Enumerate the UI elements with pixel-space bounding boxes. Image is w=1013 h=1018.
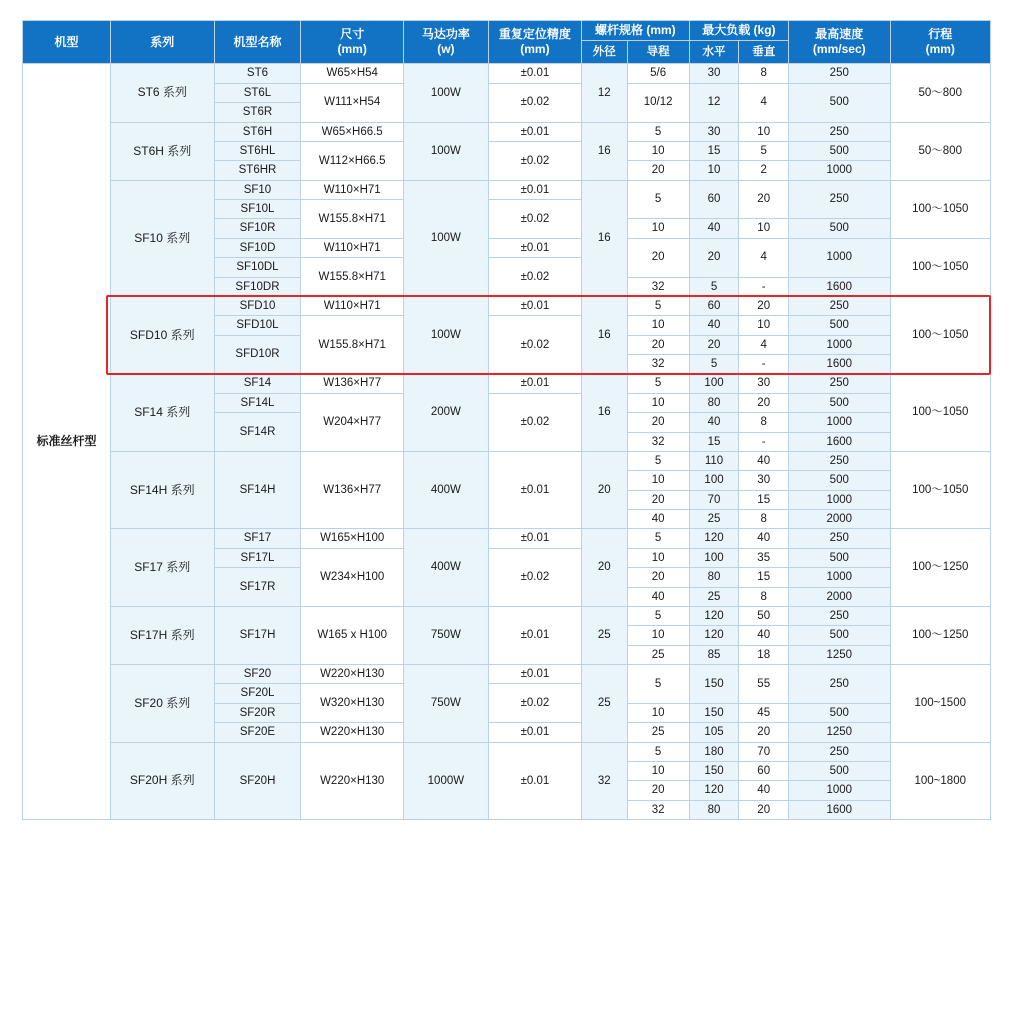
load-vertical-value: 8 (739, 587, 789, 606)
header-dimension-line2: (mm) (337, 42, 367, 57)
screw-lead-value: 5 (627, 529, 689, 548)
screw-lead-value: 5 (627, 665, 689, 704)
stroke-value: 50～800 (890, 64, 991, 122)
dimension-value: W320×H130 (301, 684, 403, 723)
table-row (23, 742, 991, 761)
header-load-horizontal: 水平 (689, 41, 739, 64)
precision-value: ±0.02 (488, 258, 581, 297)
header-screw-outer: 外径 (582, 41, 628, 64)
screw-lead-value: 10 (627, 316, 689, 335)
header-stroke-line2: (mm) (925, 42, 955, 57)
max-speed-value: 500 (789, 548, 890, 567)
max-speed-value: 500 (789, 471, 890, 490)
header-dimension (301, 21, 403, 64)
table-header (23, 21, 991, 64)
screw-outer-value: 16 (582, 296, 628, 374)
max-speed-value: 1600 (789, 800, 890, 819)
load-horizontal-value: 120 (689, 781, 739, 800)
header-repeat-precision-line2: (mm) (520, 42, 550, 57)
screw-lead-value: 20 (627, 568, 689, 587)
model-name: SF14L (214, 393, 301, 412)
load-vertical-value: 50 (739, 606, 789, 625)
dimension-value: W165 x H100 (301, 606, 403, 664)
max-speed-value: 250 (789, 742, 890, 761)
max-speed-value: 1000 (789, 490, 890, 509)
load-vertical-value: 8 (739, 64, 789, 83)
max-speed-value: 1600 (789, 432, 890, 451)
precision-value: ±0.02 (488, 393, 581, 451)
series-name: SFD10 系列 (110, 296, 214, 374)
dimension-value: W155.8×H71 (301, 200, 403, 239)
max-speed-value: 500 (789, 83, 890, 122)
max-speed-value: 1250 (789, 723, 890, 742)
max-speed-value: 500 (789, 626, 890, 645)
screw-lead-value: 5 (627, 122, 689, 141)
model-name: SF20 (214, 665, 301, 684)
load-vertical-value: - (739, 432, 789, 451)
stroke-value: 100～1250 (890, 529, 991, 607)
table-row (23, 606, 991, 625)
screw-lead-value: 20 (627, 413, 689, 432)
model-name: SF14 (214, 374, 301, 393)
load-vertical-value: 8 (739, 510, 789, 529)
precision-value: ±0.01 (488, 296, 581, 315)
load-horizontal-value: 15 (689, 432, 739, 451)
model-name: SFD10L (214, 316, 301, 335)
load-vertical-value: 4 (739, 83, 789, 122)
screw-lead-value: 5 (627, 606, 689, 625)
screw-lead-value: 10 (627, 141, 689, 160)
precision-value: ±0.01 (488, 451, 581, 529)
stroke-value: 100～1050 (890, 180, 991, 238)
model-name: SF17 (214, 529, 301, 548)
model-name: ST6HR (214, 161, 301, 180)
header-screw-lead: 导程 (627, 41, 689, 64)
max-speed-value: 250 (789, 122, 890, 141)
header-screw-spec: 螺杆规格 (mm) (582, 21, 690, 41)
dimension-value: W110×H71 (301, 238, 403, 257)
model-name: SF10DL (214, 258, 301, 277)
max-speed-value: 500 (789, 761, 890, 780)
max-speed-value: 1000 (789, 781, 890, 800)
load-vertical-value: - (739, 355, 789, 374)
specification-table (22, 20, 991, 820)
screw-lead-value: 5 (627, 296, 689, 315)
dimension-value: W165×H100 (301, 529, 403, 548)
header-max-speed-line2: (mm/sec) (812, 42, 866, 57)
load-vertical-value: 20 (739, 723, 789, 742)
machine-type-label: 标准丝杆型 (23, 64, 111, 820)
model-name: SFD10R (214, 335, 301, 374)
precision-value: ±0.02 (488, 141, 581, 180)
load-horizontal-value: 105 (689, 723, 739, 742)
stroke-value: 50～800 (890, 122, 991, 180)
model-name: SF10D (214, 238, 301, 257)
load-horizontal-value: 85 (689, 645, 739, 664)
load-horizontal-value: 15 (689, 141, 739, 160)
motor-power-value: 400W (403, 529, 488, 607)
dimension-value: W234×H100 (301, 548, 403, 606)
load-vertical-value: 10 (739, 316, 789, 335)
load-vertical-value: 60 (739, 761, 789, 780)
motor-power-value: 100W (403, 64, 488, 122)
header-type: 机型 (23, 21, 111, 64)
precision-value: ±0.01 (488, 238, 581, 257)
load-horizontal-value: 20 (689, 335, 739, 354)
load-horizontal-value: 30 (689, 122, 739, 141)
load-vertical-value: 10 (739, 122, 789, 141)
load-horizontal-value: 25 (689, 587, 739, 606)
stroke-value: 100～1050 (890, 296, 991, 374)
motor-power-value: 100W (403, 296, 488, 374)
series-name: SF17 系列 (110, 529, 214, 607)
screw-lead-value: 10 (627, 393, 689, 412)
header-motor-power (403, 21, 488, 64)
load-vertical-value: 35 (739, 548, 789, 567)
max-speed-value: 500 (789, 219, 890, 238)
load-vertical-value: 20 (739, 800, 789, 819)
screw-outer-value: 16 (582, 374, 628, 452)
stroke-value: 100～1050 (890, 374, 991, 452)
series-name: SF10 系列 (110, 180, 214, 296)
dimension-value: W111×H54 (301, 83, 403, 122)
screw-outer-value: 25 (582, 665, 628, 743)
max-speed-value: 1000 (789, 238, 890, 277)
dimension-value: W110×H71 (301, 296, 403, 315)
model-name: ST6 (214, 64, 301, 83)
load-horizontal-value: 150 (689, 703, 739, 722)
screw-lead-value: 5 (627, 451, 689, 470)
screw-lead-value: 32 (627, 432, 689, 451)
max-speed-value: 250 (789, 296, 890, 315)
screw-lead-value: 10 (627, 626, 689, 645)
screw-lead-value: 10/12 (627, 83, 689, 122)
load-vertical-value: 15 (739, 490, 789, 509)
screw-lead-value: 10 (627, 761, 689, 780)
precision-value: ±0.01 (488, 665, 581, 684)
dimension-value: W65×H54 (301, 64, 403, 83)
load-vertical-value: 8 (739, 413, 789, 432)
stroke-value: 100～1050 (890, 451, 991, 529)
screw-lead-value: 10 (627, 219, 689, 238)
max-speed-value: 1600 (789, 277, 890, 296)
model-name: SFD10 (214, 296, 301, 315)
max-speed-value: 2000 (789, 510, 890, 529)
screw-lead-value: 32 (627, 355, 689, 374)
max-speed-value: 500 (789, 703, 890, 722)
load-horizontal-value: 5 (689, 355, 739, 374)
stroke-value: 100～1050 (890, 238, 991, 296)
header-dimension-line1: 尺寸 (340, 27, 365, 42)
model-name: ST6H (214, 122, 301, 141)
model-name: SF10DR (214, 277, 301, 296)
max-speed-value: 250 (789, 451, 890, 470)
header-motor-power-line2: (w) (437, 42, 455, 57)
screw-lead-value: 40 (627, 510, 689, 529)
screw-lead-value: 32 (627, 800, 689, 819)
model-name: SF17R (214, 568, 301, 607)
precision-value: ±0.01 (488, 742, 581, 820)
load-horizontal-value: 100 (689, 471, 739, 490)
dimension-value: W220×H130 (301, 665, 403, 684)
max-speed-value: 1000 (789, 568, 890, 587)
precision-value: ±0.01 (488, 374, 581, 393)
model-name: SF20H (214, 742, 301, 820)
model-name: SF20L (214, 684, 301, 703)
max-speed-value: 1000 (789, 161, 890, 180)
precision-value: ±0.01 (488, 723, 581, 742)
precision-value: ±0.02 (488, 83, 581, 122)
load-vertical-value: 10 (739, 219, 789, 238)
load-horizontal-value: 180 (689, 742, 739, 761)
table-row (23, 64, 991, 83)
load-vertical-value: 40 (739, 451, 789, 470)
header-stroke (890, 21, 991, 64)
table-row (23, 529, 991, 548)
load-vertical-value: 2 (739, 161, 789, 180)
max-speed-value: 1000 (789, 335, 890, 354)
motor-power-value: 1000W (403, 742, 488, 820)
max-speed-value: 1250 (789, 645, 890, 664)
stroke-value: 100~1800 (890, 742, 991, 820)
header-max-load: 最大负载 (kg) (689, 21, 788, 41)
series-name: ST6 系列 (110, 64, 214, 122)
series-name: SF20 系列 (110, 665, 214, 743)
screw-lead-value: 25 (627, 723, 689, 742)
load-horizontal-value: 10 (689, 161, 739, 180)
load-horizontal-value: 100 (689, 374, 739, 393)
series-name: ST6H 系列 (110, 122, 214, 180)
load-horizontal-value: 150 (689, 761, 739, 780)
load-horizontal-value: 40 (689, 316, 739, 335)
model-name: SF10 (214, 180, 301, 199)
header-series: 系列 (110, 21, 214, 64)
stroke-value: 100～1250 (890, 606, 991, 664)
max-speed-value: 250 (789, 180, 890, 219)
screw-outer-value: 32 (582, 742, 628, 820)
load-horizontal-value: 60 (689, 296, 739, 315)
precision-value: ±0.02 (488, 200, 581, 239)
screw-lead-value: 20 (627, 781, 689, 800)
motor-power-value: 100W (403, 122, 488, 180)
screw-outer-value: 25 (582, 606, 628, 664)
precision-value: ±0.01 (488, 529, 581, 548)
dimension-value: W220×H130 (301, 742, 403, 820)
motor-power-value: 750W (403, 665, 488, 743)
model-name: ST6R (214, 103, 301, 122)
header-model-name: 机型名称 (214, 21, 301, 64)
load-vertical-value: 4 (739, 335, 789, 354)
max-speed-value: 500 (789, 141, 890, 160)
load-vertical-value: 70 (739, 742, 789, 761)
model-name: SF14H (214, 451, 301, 529)
load-vertical-value: 18 (739, 645, 789, 664)
load-horizontal-value: 80 (689, 568, 739, 587)
motor-power-value: 200W (403, 374, 488, 452)
load-horizontal-value: 100 (689, 548, 739, 567)
max-speed-value: 1000 (789, 413, 890, 432)
load-vertical-value: 40 (739, 626, 789, 645)
max-speed-value: 250 (789, 64, 890, 83)
max-speed-value: 250 (789, 529, 890, 548)
table-row (23, 180, 991, 199)
model-name: SF17L (214, 548, 301, 567)
table-row (23, 451, 991, 470)
dimension-value: W155.8×H71 (301, 316, 403, 374)
model-name: ST6L (214, 83, 301, 102)
header-load-vertical: 垂直 (739, 41, 789, 64)
series-name: SF17H 系列 (110, 606, 214, 664)
load-vertical-value: 15 (739, 568, 789, 587)
load-horizontal-value: 60 (689, 180, 739, 219)
load-horizontal-value: 80 (689, 800, 739, 819)
load-horizontal-value: 110 (689, 451, 739, 470)
load-horizontal-value: 20 (689, 238, 739, 277)
motor-power-value: 750W (403, 606, 488, 664)
load-vertical-value: 20 (739, 393, 789, 412)
screw-outer-value: 16 (582, 122, 628, 180)
screw-lead-value: 10 (627, 703, 689, 722)
load-horizontal-value: 120 (689, 606, 739, 625)
load-horizontal-value: 12 (689, 83, 739, 122)
model-name: SF10R (214, 219, 301, 238)
motor-power-value: 400W (403, 451, 488, 529)
table-row (23, 374, 991, 393)
load-vertical-value: 30 (739, 374, 789, 393)
load-horizontal-value: 40 (689, 219, 739, 238)
table-row (23, 296, 991, 315)
screw-lead-value: 5 (627, 374, 689, 393)
load-vertical-value: 40 (739, 781, 789, 800)
max-speed-value: 2000 (789, 587, 890, 606)
max-speed-value: 1600 (789, 355, 890, 374)
model-name: SF20E (214, 723, 301, 742)
precision-value: ±0.01 (488, 64, 581, 83)
screw-lead-value: 10 (627, 548, 689, 567)
model-name: ST6HL (214, 141, 301, 160)
screw-lead-value: 40 (627, 587, 689, 606)
load-vertical-value: 55 (739, 665, 789, 704)
header-stroke-line1: 行程 (928, 27, 953, 42)
motor-power-value: 100W (403, 180, 488, 296)
dimension-value: W136×H77 (301, 451, 403, 529)
load-vertical-value: 4 (739, 238, 789, 277)
screw-lead-value: 10 (627, 471, 689, 490)
table-body (23, 64, 991, 820)
screw-outer-value: 12 (582, 64, 628, 122)
load-vertical-value: 45 (739, 703, 789, 722)
screw-outer-value: 16 (582, 180, 628, 296)
load-vertical-value: 40 (739, 529, 789, 548)
load-horizontal-value: 25 (689, 510, 739, 529)
screw-lead-value: 32 (627, 277, 689, 296)
dimension-value: W112×H66.5 (301, 141, 403, 180)
load-vertical-value: 30 (739, 471, 789, 490)
screw-lead-value: 20 (627, 490, 689, 509)
precision-value: ±0.02 (488, 316, 581, 374)
dimension-value: W65×H66.5 (301, 122, 403, 141)
header-repeat-precision (488, 21, 581, 64)
screw-lead-value: 5 (627, 180, 689, 219)
table-row (23, 122, 991, 141)
dimension-value: W155.8×H71 (301, 258, 403, 297)
dimension-value: W136×H77 (301, 374, 403, 393)
model-name: SF17H (214, 606, 301, 664)
load-horizontal-value: 80 (689, 393, 739, 412)
table-row (23, 665, 991, 684)
load-vertical-value: 20 (739, 296, 789, 315)
header-max-speed-line1: 最高速度 (815, 27, 864, 42)
max-speed-value: 250 (789, 665, 890, 704)
series-name: SF20H 系列 (110, 742, 214, 820)
screw-lead-value: 20 (627, 238, 689, 277)
model-name: SF14R (214, 413, 301, 452)
screw-lead-value: 5/6 (627, 64, 689, 83)
screw-lead-value: 20 (627, 335, 689, 354)
header-repeat-precision-line1: 重复定位精度 (498, 27, 571, 42)
screw-lead-value: 25 (627, 645, 689, 664)
dimension-value: W220×H130 (301, 723, 403, 742)
header-motor-power-line1: 马达功率 (421, 27, 470, 42)
load-horizontal-value: 120 (689, 626, 739, 645)
header-max-speed (789, 21, 890, 64)
screw-lead-value: 5 (627, 742, 689, 761)
screw-outer-value: 20 (582, 451, 628, 529)
max-speed-value: 500 (789, 393, 890, 412)
precision-value: ±0.02 (488, 548, 581, 606)
max-speed-value: 250 (789, 606, 890, 625)
load-horizontal-value: 40 (689, 413, 739, 432)
load-horizontal-value: 5 (689, 277, 739, 296)
load-horizontal-value: 30 (689, 64, 739, 83)
precision-value: ±0.01 (488, 606, 581, 664)
model-name: SF10L (214, 200, 301, 219)
load-horizontal-value: 70 (689, 490, 739, 509)
load-vertical-value: - (739, 277, 789, 296)
load-horizontal-value: 120 (689, 529, 739, 548)
series-name: SF14 系列 (110, 374, 214, 452)
precision-value: ±0.02 (488, 684, 581, 723)
dimension-value: W110×H71 (301, 180, 403, 199)
max-speed-value: 500 (789, 316, 890, 335)
precision-value: ±0.01 (488, 122, 581, 141)
model-name: SF20R (214, 703, 301, 722)
screw-lead-value: 20 (627, 161, 689, 180)
series-name: SF14H 系列 (110, 451, 214, 529)
load-horizontal-value: 150 (689, 665, 739, 704)
screw-outer-value: 20 (582, 529, 628, 607)
stroke-value: 100~1500 (890, 665, 991, 743)
dimension-value: W204×H77 (301, 393, 403, 451)
max-speed-value: 250 (789, 374, 890, 393)
precision-value: ±0.01 (488, 180, 581, 199)
load-vertical-value: 5 (739, 141, 789, 160)
load-vertical-value: 20 (739, 180, 789, 219)
